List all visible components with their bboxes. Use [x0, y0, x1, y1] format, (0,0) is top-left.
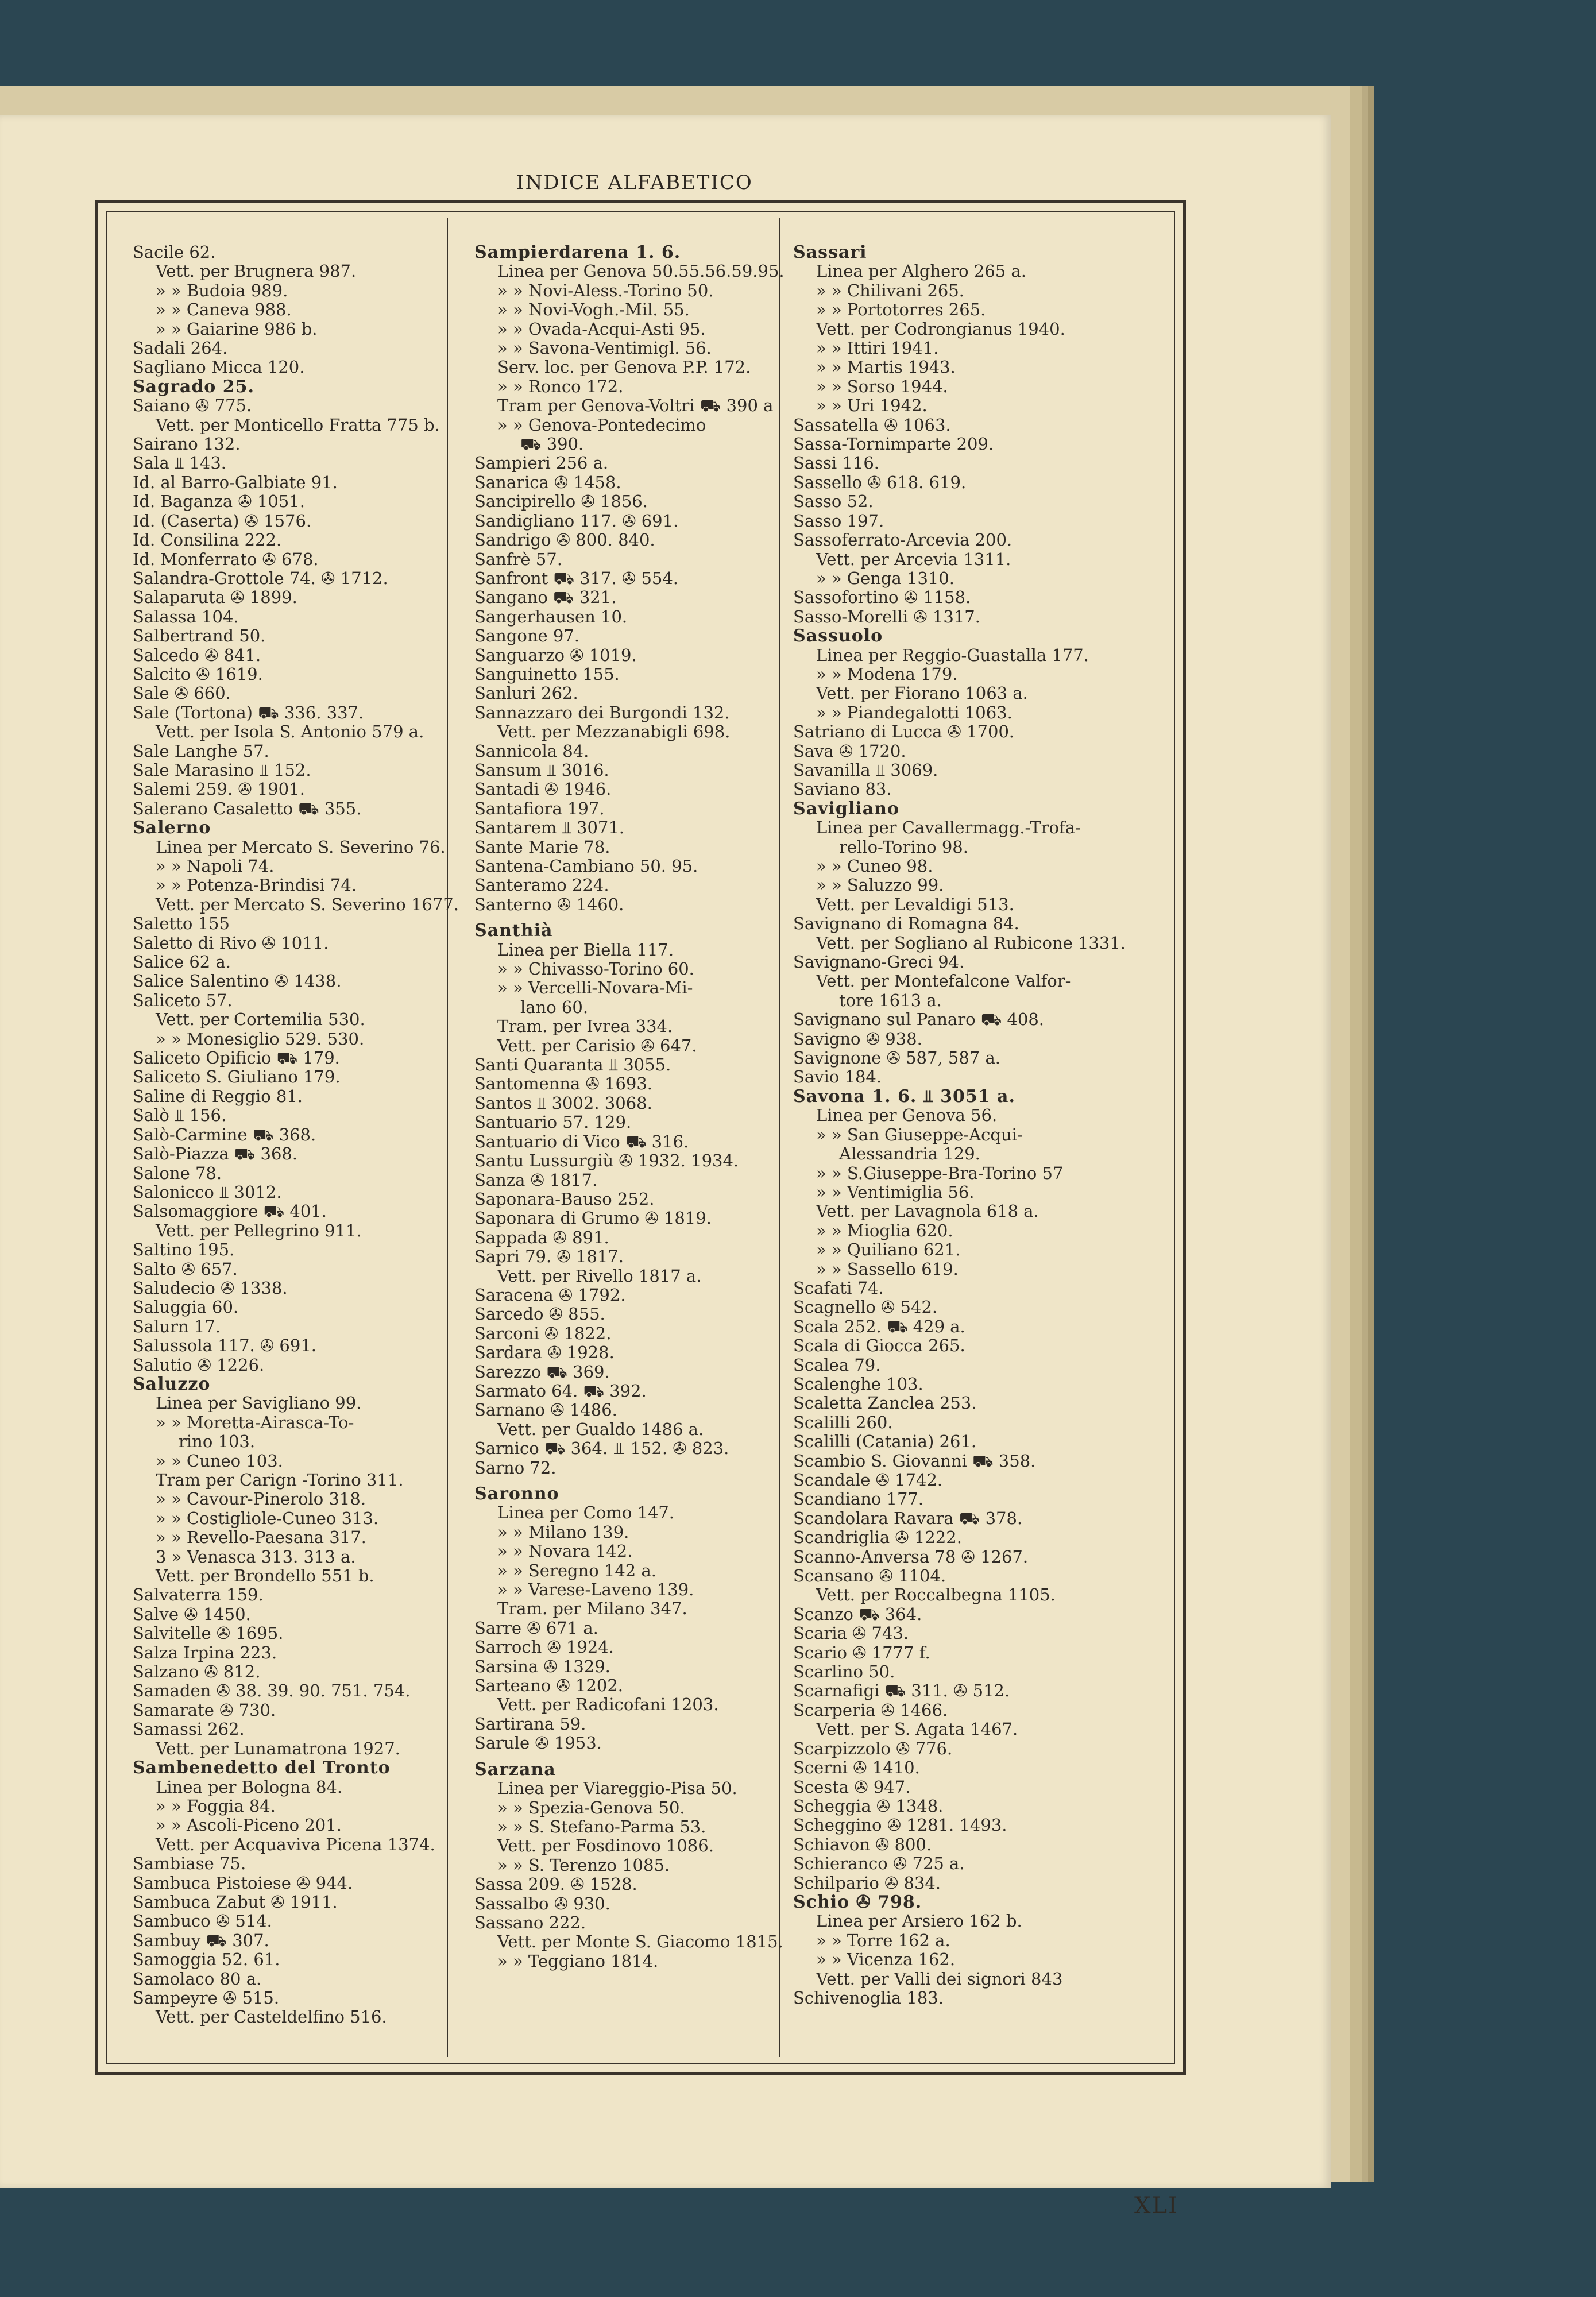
index-heading: Sampierdarena 1. 6.	[474, 242, 681, 262]
index-entry: » » Novara 142.	[497, 1541, 633, 1561]
index-heading: Sassuolo	[793, 626, 883, 647]
index-column-1	[133, 243, 477, 2027]
index-entry: Sarmato 64. ⛟ 392.	[474, 1380, 647, 1401]
index-entry: » » Costigliole-Cuneo 313.	[156, 1508, 379, 1528]
index-entry: Vett. per Carisio ✇ 647.	[497, 1035, 697, 1055]
index-entry: Vett. per Codrongianus 1940.	[816, 319, 1065, 339]
index-entry: Salutio ✇ 1226.	[133, 1355, 265, 1375]
index-entry: Scaria ✇ 743.	[793, 1623, 909, 1644]
index-entry: » » Napoli 74.	[156, 856, 275, 876]
index-entry: Vett. per Pellegrino 911.	[156, 1220, 362, 1240]
index-entry: Id. Monferrato ✇ 678.	[133, 549, 319, 569]
index-entry: Sangerhausen 10.	[474, 606, 628, 627]
index-entry: » » Teggiano 1814.	[497, 1951, 659, 1971]
index-entry: Salvitelle ✇ 1695.	[133, 1623, 284, 1644]
index-entry: Vett. per Casteldelfino 516.	[156, 2007, 387, 2027]
index-heading: Salerno	[133, 818, 211, 838]
index-entry: Id. al Barro-Galbiate 91.	[133, 472, 338, 492]
index-entry: Salerano Casaletto ⛟ 355.	[133, 798, 362, 818]
index-entry: Linea per Cavallermagg.-Trofa-	[816, 818, 1081, 838]
index-entry: Vett. per Rivello 1817 a.	[497, 1266, 702, 1286]
index-entry: » » Budoia 989.	[156, 280, 288, 300]
index-entry: Sairano 132.	[133, 434, 241, 454]
index-entry: Santu Lussurgiù ✇ 1932. 1934.	[474, 1151, 739, 1171]
index-entry: Sassalbo ✇ 930.	[474, 1893, 610, 1913]
index-entry: Sambuca Pistoiese ✇ 944.	[133, 1873, 353, 1893]
index-entry: Salemi 259. ✇ 1901.	[133, 779, 305, 799]
index-entry: Vett. per Brondello 551 b.	[156, 1566, 374, 1586]
index-entry: Salice 62 a.	[133, 952, 231, 972]
index-entry: Vett. per Fiorano 1063 a.	[816, 683, 1028, 703]
index-entry: Sanluri 262.	[474, 683, 578, 703]
index-entry: Santerno ✇ 1460.	[474, 894, 624, 914]
index-entry: Vett. per Gualdo 1486 a.	[497, 1419, 704, 1439]
index-entry: Scalea 79.	[793, 1355, 881, 1375]
index-entry: Santafiora 197.	[474, 798, 605, 818]
index-entry: Scanzo ⛟ 364.	[793, 1604, 922, 1624]
index-entry: » » Torre 162 a.	[816, 1930, 950, 1950]
index-entry: Sassa-Tornimparte 209.	[793, 434, 994, 454]
index-entry: Saline di Reggio 81.	[133, 1086, 303, 1106]
index-entry: Sanarica ✇ 1458.	[474, 472, 621, 492]
index-entry: » » Caneva 988.	[156, 300, 292, 320]
index-entry: Salice Salentino ✇ 1438.	[133, 971, 342, 991]
index-entry: » » Modena 179.	[816, 664, 958, 684]
index-entry: Salve ✇ 1450.	[133, 1604, 251, 1624]
index-entry: Saluggia 60.	[133, 1297, 239, 1317]
index-entry: » » S.Giuseppe-Bra-Torino 57	[816, 1163, 1064, 1183]
index-entry: Scarlino 50.	[793, 1662, 895, 1682]
index-entry: Linea per Como 147.	[497, 1503, 675, 1523]
index-frame-inner	[106, 211, 1175, 2064]
index-entry: » » Ovada-Acqui-Asti 95.	[497, 319, 706, 339]
index-entry: Sale ✇ 660.	[133, 683, 231, 703]
index-entry: Sarsina ✇ 1329.	[474, 1656, 610, 1676]
index-entry: Sandrigo ✇ 800. 840.	[474, 530, 655, 550]
index-entry: Scaletta Zanclea 253.	[793, 1393, 977, 1413]
index-heading: Sambenedetto del Tronto	[133, 1758, 391, 1778]
index-entry: Saliceto Opificio ⛟ 179.	[133, 1048, 340, 1068]
index-entry: Salassa 104.	[133, 606, 239, 627]
index-entry: Scala 252. ⛟ 429 a.	[793, 1316, 965, 1336]
index-entry: Savignano-Greci 94.	[793, 952, 965, 972]
index-entry: rello-Torino 98.	[839, 837, 968, 857]
index-entry: Samaden ✇ 38. 39. 90. 751. 754.	[133, 1681, 411, 1701]
index-entry: Sadali 264.	[133, 338, 228, 358]
index-entry: Salurn 17.	[133, 1316, 221, 1336]
index-entry: Samarate ✇ 730.	[133, 1700, 276, 1720]
index-entry: Linea per Mercato S. Severino 76.	[156, 837, 446, 857]
index-entry: » » S. Terenzo 1085.	[497, 1855, 670, 1875]
index-entry: Vett. per Roccalbegna 1105.	[816, 1585, 1056, 1605]
index-entry: Sassi 116.	[793, 453, 879, 473]
index-heading: Saronno	[474, 1484, 559, 1504]
index-entry: Samolaco 80 a.	[133, 1969, 262, 1989]
index-entry: lano 60.	[520, 997, 589, 1017]
index-entry: » » Savona-Ventimigl. 56.	[497, 338, 712, 358]
index-entry: Sarre ✇ 671 a.	[474, 1618, 598, 1638]
index-entry: Salbertrand 50.	[133, 626, 266, 646]
index-entry: Sarroch ✇ 1924.	[474, 1637, 615, 1657]
index-entry: Sancipirello ✇ 1856.	[474, 492, 648, 512]
index-entry: » » Revello-Paesana 317.	[156, 1528, 366, 1548]
index-entry: Santomenna ✇ 1693.	[474, 1074, 653, 1094]
index-entry: Sarno 72.	[474, 1457, 557, 1478]
index-entry: Sapri 79. ✇ 1817.	[474, 1247, 624, 1267]
index-entry: Saracena ✇ 1792.	[474, 1285, 626, 1305]
index-entry: Sarconi ✇ 1822.	[474, 1323, 612, 1343]
index-entry: » » Cuneo 98.	[816, 856, 933, 876]
index-entry: Santuario 57. 129.	[474, 1112, 632, 1132]
index-entry: » » Ittiri 1941.	[816, 338, 939, 358]
index-entry: » » San Giuseppe-Acqui-	[816, 1124, 1023, 1144]
index-entry: Vett. per Mercato S. Severino 1677.	[156, 894, 459, 914]
index-entry: » » Vicenza 162.	[816, 1950, 956, 1970]
running-header: INDICE ALFABETICO	[516, 171, 753, 194]
index-entry: Santos ⫫ 3002. 3068.	[474, 1093, 652, 1113]
index-entry: Scalilli 260.	[793, 1412, 893, 1432]
index-entry: Salò-Piazza ⛟ 368.	[133, 1144, 298, 1164]
index-entry: Santuario di Vico ⛟ 316.	[474, 1131, 689, 1151]
index-entry: » » Martis 1943.	[816, 357, 956, 377]
index-entry: Sangano ⛟ 321.	[474, 587, 617, 608]
index-entry: Sassofortino ✇ 1158.	[793, 587, 971, 608]
index-entry: Vett. per S. Agata 1467.	[816, 1719, 1018, 1739]
index-entry: Sanguinetto 155.	[474, 664, 620, 684]
index-entry: Tram per Carign -Torino 311.	[156, 1470, 404, 1490]
index-entry: Serv. loc. per Genova P.P. 172.	[497, 357, 751, 377]
index-entry: Sassa 209. ✇ 1528.	[474, 1874, 637, 1894]
index-column-2	[474, 243, 819, 1971]
index-entry: Salone 78.	[133, 1163, 222, 1183]
index-entry: Sambuca Zabut ✇ 1911.	[133, 1892, 338, 1912]
index-entry: Scarpizzolo ✇ 776.	[793, 1738, 953, 1758]
index-entry: » » Spezia-Genova 50.	[497, 1797, 685, 1818]
index-entry: Scarperia ✇ 1466.	[793, 1700, 948, 1720]
index-entry: » » Sorso 1944.	[816, 376, 948, 396]
index-entry: » » Milano 139.	[497, 1522, 629, 1542]
index-entry: Salussola 117. ✇ 691.	[133, 1336, 316, 1356]
index-entry: Samassi 262.	[133, 1719, 245, 1739]
index-entry: Sansum ⫫ 3016.	[474, 760, 609, 780]
index-entry: Scandriglia ✇ 1222.	[793, 1528, 962, 1548]
index-entry: Sala ⫫ 143.	[133, 453, 227, 473]
index-entry: Linea per Bologna 84.	[156, 1777, 343, 1797]
index-heading: Saluzzo	[133, 1374, 211, 1394]
index-entry: Sasso-Morelli ✇ 1317.	[793, 606, 980, 627]
index-entry: Linea per Savigliano 99.	[156, 1393, 362, 1413]
index-entry: » » Vercelli-Novara-Mi-	[497, 978, 693, 998]
page-number: XLI	[1134, 2192, 1178, 2219]
index-entry: Sanza ✇ 1817.	[474, 1170, 598, 1190]
index-entry: Santena-Cambiano 50. 95.	[474, 856, 698, 876]
index-heading: Sassari	[793, 242, 867, 262]
index-entry: Vett. per Lunamatrona 1927.	[156, 1738, 400, 1758]
index-entry: Sartirana 59.	[474, 1714, 586, 1734]
index-entry: Id. Baganza ✇ 1051.	[133, 492, 305, 512]
index-heading: Sarzana	[474, 1759, 556, 1780]
index-entry: Sale (Tortona) ⛟ 336. 337.	[133, 702, 364, 722]
index-entry: Salò-Carmine ⛟ 368.	[133, 1124, 316, 1144]
index-entry: Vett. per Lavagnola 618 a.	[816, 1201, 1039, 1221]
index-entry: Saletto di Rivo ✇ 1011.	[133, 933, 329, 953]
index-entry: Sampieri 256 a.	[474, 453, 609, 473]
index-entry: Saiano ✇ 775.	[133, 396, 252, 416]
index-entry: Sale Marasino ⫫ 152.	[133, 760, 311, 780]
index-entry: Saltino 195.	[133, 1240, 235, 1260]
index-entry: » » Piandegalotti 1063.	[816, 702, 1013, 722]
index-entry: Scandiano 177.	[793, 1489, 924, 1509]
index-entry: Scala di Giocca 265.	[793, 1336, 965, 1356]
index-entry: Linea per Alghero 265 a.	[816, 261, 1026, 281]
index-entry: Scheggia ✇ 1348.	[793, 1796, 944, 1816]
book-page	[0, 115, 1331, 2219]
index-entry: Saludecio ✇ 1338.	[133, 1278, 288, 1298]
index-entry: Santi Quaranta ⫫ 3055.	[474, 1055, 671, 1075]
index-entry: Schivenoglia 183.	[793, 1987, 944, 2008]
index-entry: Sassano 222.	[474, 1912, 586, 1932]
index-entry: Vett. per Monticello Fratta 775 b.	[156, 415, 440, 435]
index-entry: » » Novi-Aless.-Torino 50.	[497, 280, 714, 300]
index-entry: » » Foggia 84.	[156, 1796, 276, 1816]
index-entry: Sante Marie 78.	[474, 837, 610, 857]
index-entry: Schilpario ✇ 834.	[793, 1873, 941, 1893]
index-entry: » » Moretta-Airasca-To-	[156, 1412, 354, 1432]
index-entry: Sasso 52.	[793, 492, 874, 512]
index-entry: Vett. per Montefalcone Valfor-	[816, 971, 1071, 991]
index-entry: Savigno ✇ 938.	[793, 1028, 922, 1049]
index-entry: ⛟ 390.	[520, 434, 584, 454]
index-entry: » » Gaiarine 986 b.	[156, 319, 318, 339]
index-entry: » » Genova-Pontedecimo	[497, 415, 706, 435]
index-heading: Savona 1. 6. ⫫ 3051 a.	[793, 1086, 1015, 1107]
index-entry: Linea per Reggio-Guastalla 177.	[816, 645, 1089, 665]
index-entry: Sangone 97.	[474, 626, 580, 646]
index-entry: Scandale ✇ 1742.	[793, 1470, 943, 1490]
index-entry: Sannicola 84.	[474, 741, 589, 761]
index-entry: Sale Langhe 57.	[133, 741, 269, 761]
index-entry: Linea per Genova 50.55.56.59.95.	[497, 261, 785, 281]
index-entry: Scerni ✇ 1410.	[793, 1758, 920, 1778]
index-heading: Savigliano	[793, 798, 899, 819]
index-entry: Scarnafigi ⛟ 311. ✇ 512.	[793, 1681, 1010, 1701]
index-entry: Salandra-Grottole 74. ✇ 1712.	[133, 568, 388, 588]
index-entry: Saletto 155	[133, 914, 230, 934]
index-entry: » » Monesiglio 529. 530.	[156, 1028, 365, 1049]
index-entry: Sarezzo ⛟ 369.	[474, 1362, 610, 1382]
index-entry: Tram per Genova-Voltri ⛟ 390 a	[497, 396, 774, 416]
index-entry: Sandigliano 117. ✇ 691.	[474, 511, 679, 531]
index-entry: Scalilli (Catania) 261.	[793, 1432, 977, 1452]
index-frame	[95, 200, 1186, 2075]
index-entry: Sanfrè 57.	[474, 549, 562, 569]
index-entry: Saponara di Grumo ✇ 1819.	[474, 1208, 712, 1228]
index-entry: Vett. per Radicofani 1203.	[497, 1695, 719, 1715]
index-entry: rino 103.	[179, 1432, 256, 1452]
index-entry: Vett. per Acquaviva Picena 1374.	[156, 1834, 435, 1854]
index-entry: Sava ✇ 1720.	[793, 741, 906, 761]
index-entry: Linea per Viareggio-Pisa 50.	[497, 1778, 737, 1799]
index-entry: Salò ⫫ 156.	[133, 1105, 227, 1126]
index-entry: Vett. per Mezzanabigli 698.	[497, 722, 731, 742]
index-entry: Sardara ✇ 1928.	[474, 1343, 615, 1363]
index-entry: Sannazzaro dei Burgondi 132.	[474, 702, 730, 722]
index-entry: Salza Irpina 223.	[133, 1642, 277, 1662]
index-entry: » » Cavour-Pinerolo 318.	[156, 1489, 366, 1509]
index-entry: Vett. per Sogliano al Rubicone 1331.	[816, 933, 1126, 953]
index-entry: » » Chivasso-Torino 60.	[497, 959, 694, 979]
index-entry: Vett. per Monte S. Giacomo 1815.	[497, 1932, 783, 1952]
index-entry: Alessandria 129.	[839, 1144, 980, 1164]
index-entry: » » Ventimiglia 56.	[816, 1182, 975, 1202]
index-entry: » » Saluzzo 99.	[816, 875, 944, 895]
index-entry: » » Varese-Laveno 139.	[497, 1580, 694, 1600]
index-entry: Linea per Biella 117.	[497, 939, 674, 960]
index-entry: Tram. per Milano 347.	[497, 1599, 687, 1619]
index-entry: Satriano di Lucca ✇ 1700.	[793, 722, 1015, 742]
index-entry: Scheggino ✇ 1281. 1493.	[793, 1815, 1007, 1835]
index-entry: » » Potenza-Brindisi 74.	[156, 875, 357, 895]
index-entry: Sarule ✇ 1953.	[474, 1733, 602, 1753]
index-entry: Savignano di Romagna 84.	[793, 914, 1019, 934]
index-entry: Id. Consilina 222.	[133, 530, 282, 550]
index-entry: Schieranco ✇ 725 a.	[793, 1854, 965, 1874]
index-entry: Vett. per Arcevia 1311.	[816, 549, 1011, 569]
index-entry: Scagnello ✇ 542.	[793, 1297, 938, 1317]
index-entry: Scansano ✇ 1104.	[793, 1566, 946, 1586]
index-entry: Vett. per Brugnera 987.	[156, 261, 357, 281]
index-entry: Savignano sul Panaro ⛟ 408.	[793, 1010, 1045, 1030]
index-entry: Sambuco ✇ 514.	[133, 1911, 272, 1931]
index-entry: Sarnico ⛟ 364. ⫫ 152. ✇ 823.	[474, 1438, 729, 1459]
index-entry: Sarcedo ✇ 855.	[474, 1304, 605, 1324]
index-entry: Salcedo ✇ 841.	[133, 645, 261, 665]
index-entry: Sappada ✇ 891.	[474, 1227, 609, 1247]
index-entry: Sagliano Micca 120.	[133, 357, 305, 377]
index-entry: Santeramo 224.	[474, 875, 609, 895]
index-entry: Scesta ✇ 947.	[793, 1777, 911, 1797]
index-entry: » » Seregno 142 a.	[497, 1560, 656, 1580]
index-entry: » » Ronco 172.	[497, 376, 624, 396]
index-entry: Savignone ✇ 587, 587 a.	[793, 1048, 1000, 1068]
index-entry: 3 » Venasca 313. 313 a.	[156, 1546, 356, 1567]
index-entry: Sacile 62.	[133, 242, 216, 262]
index-entry: Sanfront ⛟ 317. ✇ 554.	[474, 568, 679, 588]
index-entry: Savanilla ⫫ 3069.	[793, 760, 938, 780]
index-entry: » » Uri 1942.	[816, 396, 928, 416]
index-entry: Salonicco ⫫ 3012.	[133, 1182, 282, 1202]
index-entry: Sassello ✇ 618. 619.	[793, 472, 967, 492]
index-entry: Santarem ⫫ 3071.	[474, 818, 625, 838]
index-entry: Scanno-Anversa 78 ✇ 1267.	[793, 1546, 1029, 1567]
index-entry: Sarteano ✇ 1202.	[474, 1676, 624, 1696]
index-entry: Salcito ✇ 1619.	[133, 664, 263, 684]
index-entry: » » Cuneo 103.	[156, 1451, 283, 1471]
index-entry: » » S. Stefano-Parma 53.	[497, 1816, 706, 1836]
index-entry: Sasso 197.	[793, 511, 884, 531]
index-entry: Sarnano ✇ 1486.	[474, 1400, 617, 1420]
index-entry: Salsomaggiore ⛟ 401.	[133, 1201, 327, 1221]
index-entry: » » Sassello 619.	[816, 1259, 959, 1279]
index-entry: » » Genga 1310.	[816, 568, 955, 588]
index-entry: Scario ✇ 1777 f.	[793, 1642, 930, 1662]
index-entry: Vett. per Levaldigi 513.	[816, 894, 1014, 914]
index-entry: tore 1613 a.	[839, 990, 942, 1010]
index-entry: Vett. per Fosdinovo 1086.	[497, 1836, 714, 1856]
index-entry: Linea per Genova 56.	[816, 1105, 998, 1126]
index-entry: Salzano ✇ 812.	[133, 1662, 261, 1682]
index-entry: Schiavon ✇ 800.	[793, 1834, 932, 1854]
index-entry: Saliceto S. Giuliano 179.	[133, 1067, 341, 1087]
index-entry: Saponara-Bauso 252.	[474, 1189, 655, 1209]
index-heading: Sagrado 25.	[133, 376, 254, 397]
index-entry: » » Mioglia 620.	[816, 1220, 953, 1240]
index-entry: Tram. per Ivrea 334.	[497, 1016, 673, 1037]
index-entry: Savio 184.	[793, 1067, 882, 1087]
index-entry: Scambio S. Giovanni ⛟ 358.	[793, 1451, 1036, 1471]
index-entry: Sambiase 75.	[133, 1854, 246, 1874]
index-entry: Salvaterra 159.	[133, 1585, 264, 1605]
index-entry: Vett. per Isola S. Antonio 579 a.	[156, 722, 424, 742]
index-entry: Scandolara Ravara ⛟ 378.	[793, 1508, 1023, 1528]
index-entry: » » Portotorres 265.	[816, 300, 986, 320]
index-entry: Saliceto 57.	[133, 990, 233, 1010]
index-entry: Sassoferrato-Arcevia 200.	[793, 530, 1013, 550]
index-entry: Santadi ✇ 1946.	[474, 779, 612, 799]
index-entry: Salaparuta ✇ 1899.	[133, 587, 297, 608]
index-entry: » » Chilivani 265.	[816, 280, 965, 300]
index-entry: Scalenghe 103.	[793, 1374, 923, 1394]
index-column-3	[793, 243, 1138, 2008]
index-entry: Linea per Arsiero 162 b.	[816, 1911, 1022, 1931]
index-entry: Salto ✇ 657.	[133, 1259, 238, 1279]
index-entry: Samoggia 52. 61.	[133, 1950, 280, 1970]
index-heading: Santhià	[474, 921, 553, 941]
index-entry: Sampeyre ✇ 515.	[133, 1987, 280, 2008]
index-entry: Sanguarzo ✇ 1019.	[474, 645, 637, 665]
index-entry: Vett. per Cortemilia 530.	[156, 1010, 365, 1030]
index-heading: Schio ✇ 798.	[793, 1892, 922, 1912]
index-entry: Saviano 83.	[793, 779, 892, 799]
index-entry: Sassatella ✇ 1063.	[793, 415, 951, 435]
index-entry: Id. (Caserta) ✇ 1576.	[133, 511, 312, 531]
index-entry: Scafati 74.	[793, 1278, 884, 1298]
index-entry: » » Ascoli-Piceno 201.	[156, 1815, 342, 1835]
index-entry: Sambuy ⛟ 307.	[133, 1930, 269, 1950]
index-entry: » » Quiliano 621.	[816, 1240, 961, 1260]
index-entry: Vett. per Valli dei signori 843	[816, 1969, 1063, 1989]
index-entry: » » Novi-Vogh.-Mil. 55.	[497, 300, 690, 320]
